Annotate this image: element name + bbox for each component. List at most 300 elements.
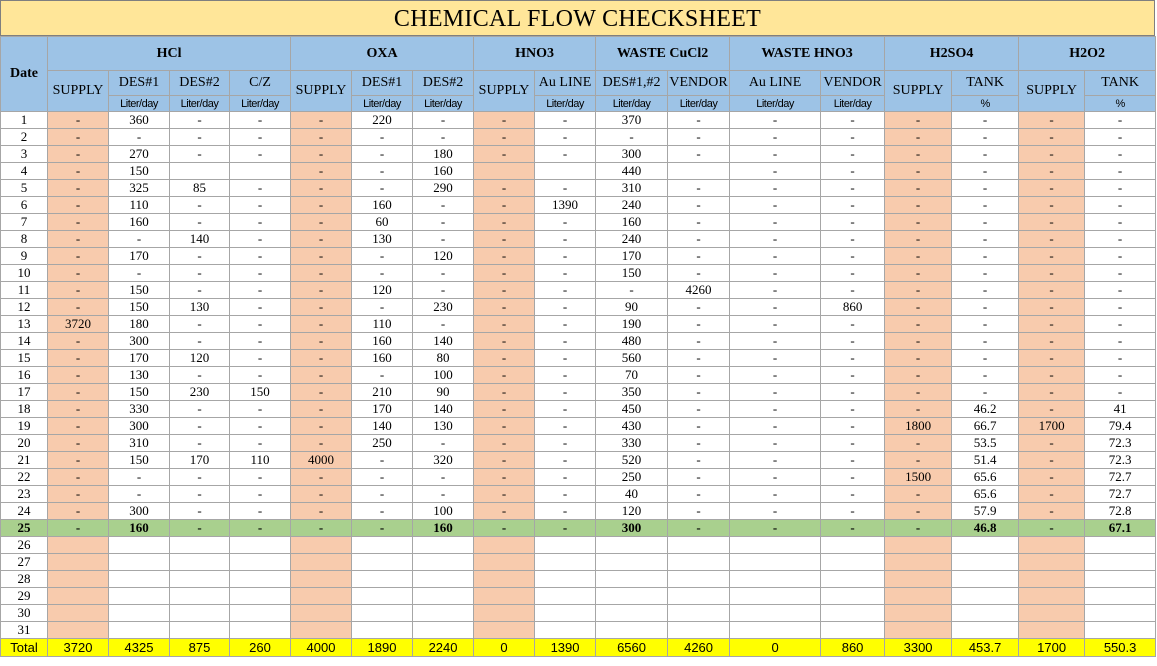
table-cell[interactable] <box>474 163 535 180</box>
table-cell[interactable]: - <box>730 231 821 248</box>
table-cell[interactable]: 330 <box>109 401 170 418</box>
table-cell[interactable]: - <box>48 129 109 146</box>
table-cell[interactable]: - <box>821 452 885 469</box>
table-cell[interactable] <box>352 537 413 554</box>
date-cell[interactable]: 13 <box>1 316 48 333</box>
table-cell[interactable]: - <box>474 248 535 265</box>
date-cell[interactable]: 24 <box>1 503 48 520</box>
table-cell[interactable]: - <box>474 180 535 197</box>
table-cell[interactable]: - <box>413 231 474 248</box>
table-cell[interactable]: 1700 <box>1019 418 1085 435</box>
table-cell[interactable]: - <box>730 418 821 435</box>
table-cell[interactable]: - <box>885 163 952 180</box>
table-cell[interactable]: - <box>1019 129 1085 146</box>
table-cell[interactable]: - <box>291 316 352 333</box>
table-cell[interactable]: - <box>291 129 352 146</box>
table-cell[interactable]: - <box>1085 350 1156 367</box>
table-cell[interactable] <box>291 571 352 588</box>
table-cell[interactable]: - <box>48 248 109 265</box>
table-cell[interactable]: - <box>474 503 535 520</box>
table-cell[interactable] <box>109 622 170 639</box>
table-cell[interactable]: - <box>413 197 474 214</box>
table-cell[interactable]: - <box>730 180 821 197</box>
table-cell[interactable]: - <box>1019 112 1085 129</box>
table-cell[interactable]: 860 <box>821 299 885 316</box>
table-cell[interactable] <box>885 605 952 622</box>
table-cell[interactable]: - <box>474 333 535 350</box>
table-cell[interactable]: 480 <box>596 333 668 350</box>
table-cell[interactable]: - <box>170 435 230 452</box>
table-cell[interactable]: - <box>291 486 352 503</box>
table-cell[interactable]: - <box>952 231 1019 248</box>
table-cell[interactable]: 140 <box>352 418 413 435</box>
table-cell[interactable]: - <box>668 299 730 316</box>
table-cell[interactable]: 160 <box>596 214 668 231</box>
date-cell[interactable]: 7 <box>1 214 48 231</box>
table-cell[interactable]: - <box>730 401 821 418</box>
table-cell[interactable]: - <box>821 265 885 282</box>
table-cell[interactable]: - <box>48 503 109 520</box>
table-cell[interactable]: 350 <box>596 384 668 401</box>
table-cell[interactable] <box>821 605 885 622</box>
table-cell[interactable]: - <box>668 231 730 248</box>
table-cell[interactable]: - <box>668 112 730 129</box>
table-cell[interactable]: - <box>413 282 474 299</box>
table-cell[interactable]: - <box>230 248 291 265</box>
table-cell[interactable]: - <box>730 129 821 146</box>
table-cell[interactable]: - <box>668 333 730 350</box>
table-cell[interactable]: 72.7 <box>1085 486 1156 503</box>
table-cell[interactable] <box>1019 605 1085 622</box>
table-cell[interactable]: - <box>1019 503 1085 520</box>
table-cell[interactable]: - <box>230 129 291 146</box>
table-cell[interactable]: 120 <box>170 350 230 367</box>
table-cell[interactable]: - <box>291 418 352 435</box>
table-cell[interactable]: - <box>1019 282 1085 299</box>
table-cell[interactable]: - <box>291 112 352 129</box>
table-cell[interactable]: 160 <box>352 197 413 214</box>
table-cell[interactable]: - <box>668 265 730 282</box>
table-cell[interactable] <box>291 622 352 639</box>
table-cell[interactable]: 170 <box>170 452 230 469</box>
table-cell[interactable]: - <box>1085 231 1156 248</box>
table-cell[interactable] <box>474 537 535 554</box>
table-cell[interactable]: 110 <box>109 197 170 214</box>
table-cell[interactable]: - <box>474 129 535 146</box>
table-cell[interactable]: - <box>230 316 291 333</box>
table-cell[interactable]: - <box>352 248 413 265</box>
table-cell[interactable] <box>474 571 535 588</box>
table-cell[interactable]: - <box>230 503 291 520</box>
table-cell[interactable] <box>291 537 352 554</box>
table-cell[interactable]: - <box>1019 163 1085 180</box>
table-cell[interactable]: - <box>821 112 885 129</box>
table-cell[interactable] <box>352 622 413 639</box>
date-cell[interactable]: 16 <box>1 367 48 384</box>
table-cell[interactable]: - <box>474 299 535 316</box>
table-cell[interactable]: - <box>170 265 230 282</box>
table-cell[interactable]: 360 <box>109 112 170 129</box>
date-cell[interactable]: 1 <box>1 112 48 129</box>
table-cell[interactable]: - <box>952 333 1019 350</box>
table-cell[interactable]: - <box>668 316 730 333</box>
table-cell[interactable]: - <box>885 299 952 316</box>
table-cell[interactable]: - <box>730 299 821 316</box>
table-cell[interactable]: - <box>821 214 885 231</box>
table-cell[interactable]: 4260 <box>668 282 730 299</box>
table-cell[interactable] <box>230 588 291 605</box>
table-cell[interactable]: - <box>730 112 821 129</box>
table-cell[interactable]: 65.6 <box>952 486 1019 503</box>
table-cell[interactable]: - <box>668 520 730 537</box>
table-cell[interactable]: - <box>230 180 291 197</box>
table-cell[interactable] <box>1085 588 1156 605</box>
table-cell[interactable]: 310 <box>109 435 170 452</box>
table-cell[interactable]: 100 <box>413 503 474 520</box>
date-cell[interactable]: 2 <box>1 129 48 146</box>
table-cell[interactable]: - <box>48 384 109 401</box>
table-cell[interactable]: - <box>535 146 596 163</box>
table-cell[interactable]: 180 <box>109 316 170 333</box>
table-cell[interactable]: - <box>885 214 952 231</box>
table-cell[interactable]: - <box>291 231 352 248</box>
table-cell[interactable]: - <box>230 418 291 435</box>
table-cell[interactable]: - <box>1019 231 1085 248</box>
table-cell[interactable]: - <box>352 180 413 197</box>
table-cell[interactable]: - <box>48 367 109 384</box>
table-cell[interactable]: - <box>821 367 885 384</box>
table-cell[interactable]: - <box>952 248 1019 265</box>
date-cell[interactable]: 28 <box>1 571 48 588</box>
table-cell[interactable] <box>413 554 474 571</box>
table-cell[interactable] <box>730 588 821 605</box>
table-cell[interactable]: 3720 <box>48 316 109 333</box>
table-cell[interactable]: - <box>535 401 596 418</box>
table-cell[interactable]: - <box>1019 214 1085 231</box>
table-cell[interactable]: - <box>352 367 413 384</box>
table-cell[interactable]: - <box>170 333 230 350</box>
table-cell[interactable]: - <box>474 316 535 333</box>
table-cell[interactable] <box>885 554 952 571</box>
table-cell[interactable] <box>413 605 474 622</box>
table-cell[interactable]: - <box>596 129 668 146</box>
table-cell[interactable] <box>730 537 821 554</box>
table-cell[interactable]: - <box>535 299 596 316</box>
table-cell[interactable]: - <box>821 129 885 146</box>
table-cell[interactable]: - <box>730 333 821 350</box>
table-cell[interactable]: 160 <box>413 520 474 537</box>
table-cell[interactable]: - <box>48 418 109 435</box>
table-cell[interactable]: - <box>885 282 952 299</box>
table-cell[interactable]: 72.3 <box>1085 435 1156 452</box>
table-cell[interactable]: - <box>413 469 474 486</box>
table-cell[interactable]: - <box>1019 401 1085 418</box>
table-cell[interactable]: - <box>109 486 170 503</box>
table-cell[interactable]: 250 <box>596 469 668 486</box>
table-cell[interactable]: - <box>885 248 952 265</box>
table-cell[interactable]: - <box>170 316 230 333</box>
table-cell[interactable] <box>170 588 230 605</box>
table-cell[interactable]: 53.5 <box>952 435 1019 452</box>
table-cell[interactable]: 560 <box>596 350 668 367</box>
table-cell[interactable] <box>170 571 230 588</box>
table-cell[interactable] <box>668 571 730 588</box>
table-cell[interactable]: - <box>48 333 109 350</box>
table-cell[interactable]: 150 <box>109 452 170 469</box>
table-cell[interactable]: - <box>885 350 952 367</box>
table-cell[interactable]: - <box>668 435 730 452</box>
table-cell[interactable] <box>230 571 291 588</box>
table-cell[interactable]: 170 <box>352 401 413 418</box>
table-cell[interactable]: 310 <box>596 180 668 197</box>
table-cell[interactable] <box>952 605 1019 622</box>
table-cell[interactable] <box>170 622 230 639</box>
table-cell[interactable]: 130 <box>413 418 474 435</box>
table-cell[interactable] <box>730 622 821 639</box>
table-cell[interactable]: - <box>48 112 109 129</box>
table-cell[interactable]: - <box>291 163 352 180</box>
table-cell[interactable]: - <box>48 486 109 503</box>
table-cell[interactable]: 51.4 <box>952 452 1019 469</box>
table-cell[interactable]: - <box>48 350 109 367</box>
table-cell[interactable]: 40 <box>596 486 668 503</box>
table-cell[interactable]: - <box>48 435 109 452</box>
table-cell[interactable]: 160 <box>352 350 413 367</box>
table-cell[interactable] <box>821 588 885 605</box>
table-cell[interactable]: - <box>730 282 821 299</box>
table-cell[interactable]: 250 <box>352 435 413 452</box>
table-cell[interactable]: - <box>821 384 885 401</box>
table-cell[interactable]: 300 <box>109 503 170 520</box>
table-cell[interactable]: - <box>230 401 291 418</box>
table-cell[interactable]: 1800 <box>885 418 952 435</box>
table-cell[interactable] <box>821 554 885 571</box>
table-cell[interactable] <box>230 537 291 554</box>
table-cell[interactable] <box>291 605 352 622</box>
table-cell[interactable] <box>668 163 730 180</box>
date-cell[interactable]: 6 <box>1 197 48 214</box>
table-cell[interactable]: 180 <box>413 146 474 163</box>
table-cell[interactable] <box>48 571 109 588</box>
table-cell[interactable]: - <box>474 520 535 537</box>
table-cell[interactable] <box>109 588 170 605</box>
table-cell[interactable]: - <box>352 299 413 316</box>
date-cell[interactable]: 12 <box>1 299 48 316</box>
table-cell[interactable]: - <box>474 214 535 231</box>
table-cell[interactable]: - <box>535 350 596 367</box>
table-cell[interactable] <box>821 537 885 554</box>
table-cell[interactable] <box>596 537 668 554</box>
table-cell[interactable] <box>885 622 952 639</box>
table-cell[interactable]: - <box>821 418 885 435</box>
table-cell[interactable]: - <box>291 333 352 350</box>
table-cell[interactable]: - <box>535 112 596 129</box>
table-cell[interactable] <box>596 605 668 622</box>
table-cell[interactable]: - <box>535 265 596 282</box>
table-cell[interactable]: - <box>1085 163 1156 180</box>
table-cell[interactable] <box>170 163 230 180</box>
table-cell[interactable]: - <box>952 112 1019 129</box>
table-cell[interactable] <box>535 605 596 622</box>
table-cell[interactable]: - <box>170 112 230 129</box>
table-cell[interactable]: - <box>952 146 1019 163</box>
table-cell[interactable]: - <box>730 503 821 520</box>
table-cell[interactable]: - <box>730 452 821 469</box>
table-cell[interactable]: - <box>1019 520 1085 537</box>
table-cell[interactable]: - <box>352 129 413 146</box>
table-cell[interactable] <box>730 554 821 571</box>
table-cell[interactable]: - <box>535 384 596 401</box>
table-cell[interactable]: - <box>291 503 352 520</box>
table-cell[interactable]: - <box>48 282 109 299</box>
table-cell[interactable]: - <box>291 401 352 418</box>
table-cell[interactable] <box>668 537 730 554</box>
table-cell[interactable]: - <box>1019 384 1085 401</box>
table-cell[interactable]: 72.8 <box>1085 503 1156 520</box>
table-cell[interactable]: - <box>668 469 730 486</box>
table-cell[interactable]: - <box>230 112 291 129</box>
date-cell[interactable]: 18 <box>1 401 48 418</box>
table-cell[interactable]: 120 <box>596 503 668 520</box>
table-cell[interactable] <box>109 554 170 571</box>
table-cell[interactable]: 160 <box>109 520 170 537</box>
table-cell[interactable]: - <box>352 503 413 520</box>
table-cell[interactable]: - <box>170 214 230 231</box>
table-cell[interactable]: 140 <box>413 401 474 418</box>
table-cell[interactable]: - <box>535 503 596 520</box>
table-cell[interactable]: - <box>1019 197 1085 214</box>
table-cell[interactable] <box>48 622 109 639</box>
table-cell[interactable]: - <box>1019 333 1085 350</box>
table-cell[interactable] <box>413 588 474 605</box>
table-cell[interactable]: - <box>48 469 109 486</box>
table-cell[interactable] <box>596 622 668 639</box>
table-cell[interactable]: - <box>885 180 952 197</box>
table-cell[interactable]: - <box>230 214 291 231</box>
table-cell[interactable]: - <box>48 520 109 537</box>
table-cell[interactable] <box>352 588 413 605</box>
date-cell[interactable]: 25 <box>1 520 48 537</box>
table-cell[interactable]: 430 <box>596 418 668 435</box>
table-cell[interactable]: - <box>885 435 952 452</box>
date-cell[interactable]: 11 <box>1 282 48 299</box>
table-cell[interactable]: - <box>474 418 535 435</box>
table-cell[interactable] <box>668 588 730 605</box>
table-cell[interactable]: - <box>291 180 352 197</box>
table-cell[interactable]: - <box>230 265 291 282</box>
table-cell[interactable]: - <box>170 520 230 537</box>
table-cell[interactable]: - <box>291 265 352 282</box>
table-cell[interactable]: - <box>413 316 474 333</box>
table-cell[interactable] <box>352 571 413 588</box>
table-cell[interactable]: 90 <box>413 384 474 401</box>
table-cell[interactable]: 300 <box>596 146 668 163</box>
table-cell[interactable]: - <box>1019 469 1085 486</box>
table-cell[interactable]: 240 <box>596 197 668 214</box>
table-cell[interactable]: - <box>1019 486 1085 503</box>
table-cell[interactable]: - <box>1085 282 1156 299</box>
table-cell[interactable]: - <box>230 333 291 350</box>
table-cell[interactable] <box>109 605 170 622</box>
table-cell[interactable]: 290 <box>413 180 474 197</box>
table-cell[interactable]: 1390 <box>535 197 596 214</box>
table-cell[interactable]: - <box>1085 333 1156 350</box>
table-cell[interactable]: - <box>48 401 109 418</box>
table-cell[interactable]: - <box>170 248 230 265</box>
table-cell[interactable] <box>821 571 885 588</box>
table-cell[interactable]: - <box>535 469 596 486</box>
table-cell[interactable]: - <box>474 384 535 401</box>
table-cell[interactable]: - <box>952 316 1019 333</box>
table-cell[interactable]: 240 <box>596 231 668 248</box>
table-cell[interactable]: - <box>952 214 1019 231</box>
table-cell[interactable]: - <box>291 367 352 384</box>
table-cell[interactable]: - <box>413 214 474 231</box>
table-cell[interactable] <box>596 554 668 571</box>
date-cell[interactable]: 19 <box>1 418 48 435</box>
table-cell[interactable] <box>1085 554 1156 571</box>
table-cell[interactable]: - <box>885 333 952 350</box>
table-cell[interactable]: - <box>474 401 535 418</box>
table-cell[interactable]: - <box>170 367 230 384</box>
table-cell[interactable]: - <box>1085 384 1156 401</box>
table-cell[interactable]: - <box>474 435 535 452</box>
table-cell[interactable]: 90 <box>596 299 668 316</box>
table-cell[interactable]: - <box>291 350 352 367</box>
table-cell[interactable]: - <box>952 367 1019 384</box>
table-cell[interactable]: - <box>535 316 596 333</box>
table-cell[interactable]: - <box>952 299 1019 316</box>
table-cell[interactable]: - <box>668 197 730 214</box>
table-cell[interactable]: - <box>1085 146 1156 163</box>
table-cell[interactable]: - <box>109 129 170 146</box>
table-cell[interactable]: 72.3 <box>1085 452 1156 469</box>
table-cell[interactable]: - <box>821 316 885 333</box>
table-cell[interactable]: - <box>48 452 109 469</box>
table-cell[interactable]: - <box>535 214 596 231</box>
table-cell[interactable] <box>474 588 535 605</box>
table-cell[interactable]: - <box>668 452 730 469</box>
table-cell[interactable]: - <box>952 197 1019 214</box>
table-cell[interactable] <box>535 588 596 605</box>
table-cell[interactable]: 110 <box>230 452 291 469</box>
table-cell[interactable]: - <box>352 469 413 486</box>
table-cell[interactable]: - <box>730 367 821 384</box>
table-cell[interactable] <box>1085 537 1156 554</box>
table-cell[interactable]: - <box>535 486 596 503</box>
table-cell[interactable]: - <box>1019 435 1085 452</box>
table-cell[interactable]: - <box>535 129 596 146</box>
table-cell[interactable]: - <box>230 299 291 316</box>
table-cell[interactable]: - <box>170 197 230 214</box>
table-cell[interactable]: - <box>952 265 1019 282</box>
table-cell[interactable]: 160 <box>109 214 170 231</box>
table-cell[interactable]: - <box>413 435 474 452</box>
table-cell[interactable]: - <box>170 486 230 503</box>
table-cell[interactable]: - <box>535 180 596 197</box>
table-cell[interactable]: - <box>668 180 730 197</box>
table-cell[interactable]: - <box>668 384 730 401</box>
table-cell[interactable]: 300 <box>109 418 170 435</box>
date-cell[interactable]: 15 <box>1 350 48 367</box>
table-cell[interactable]: 110 <box>352 316 413 333</box>
table-cell[interactable]: - <box>730 163 821 180</box>
date-cell[interactable]: 17 <box>1 384 48 401</box>
table-cell[interactable]: - <box>821 248 885 265</box>
table-cell[interactable]: 67.1 <box>1085 520 1156 537</box>
table-cell[interactable]: - <box>885 384 952 401</box>
table-cell[interactable]: 170 <box>109 248 170 265</box>
